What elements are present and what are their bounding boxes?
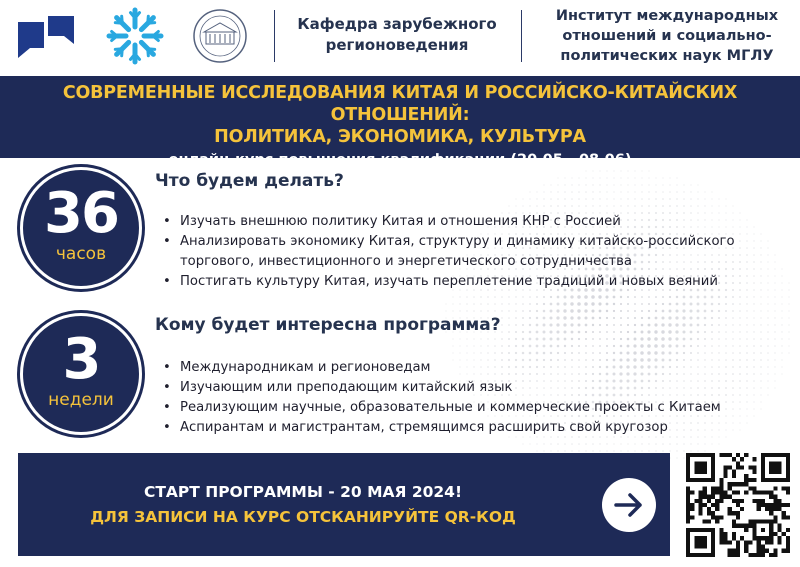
hours-unit: часов	[55, 244, 107, 264]
department-name	[286, 14, 508, 56]
list-item: • Изучать внешнюю политику Китая и отношения КНР с Россией	[160, 212, 790, 232]
arrow-right-icon	[613, 489, 645, 521]
snowflake-logo-icon	[105, 6, 165, 66]
institute-name	[536, 6, 798, 66]
hours-value: 36	[44, 181, 118, 246]
header-divider	[274, 10, 275, 62]
program-start-text: СТАРТ ПРОГРАММЫ - 20 МАЯ 2024!	[143, 483, 463, 501]
weeks-value: 3	[62, 327, 100, 392]
hours-badge	[20, 167, 142, 289]
qr-code[interactable]	[686, 453, 790, 557]
department-line: Кафедра зарубежного	[297, 15, 497, 33]
who-section-title: Кому будет интересна программа?	[155, 315, 501, 335]
list-item: • Реализующим научные, образовательные и коммерческие проекты с Китаем	[160, 398, 790, 418]
list-item: • Анализировать экономику Китая, структуру и динамику китайско-российского торгового, инвестиционного и энергетического сотрудничества	[160, 232, 790, 272]
course-title-line: СОВРЕМЕННЫЕ ИССЛЕДОВАНИЯ КИТАЯ И РОССИЙСКО-КИТАЙСКИХ ОТНОШЕНИЙ:	[62, 83, 738, 125]
course-subtitle: онлайн-курс повышения квалификации (20.05 - 08.06)	[168, 152, 632, 168]
list-item: • Международникам и регионоведам	[160, 358, 790, 378]
list-item: • Аспирантам и магистрантам, стремящимся расширить свой кругозор	[160, 418, 790, 438]
arrow-right-button[interactable]	[602, 478, 656, 532]
weeks-badge	[20, 313, 142, 435]
university-seal-logo-icon	[190, 8, 250, 64]
scan-qr-instruction: ДЛЯ ЗАПИСИ НА КУРС ОТСКАНИРУЙТЕ QR-КОД	[90, 508, 516, 526]
institute-line: отношений и социально-	[562, 28, 772, 44]
what-list	[160, 212, 790, 292]
weeks-unit: недели	[48, 390, 114, 410]
list-item: • Изучающим или преподающим китайский язык	[160, 378, 790, 398]
institute-line: политических наук МГЛУ	[560, 48, 774, 64]
chat-bubbles-logo-icon	[18, 12, 76, 62]
course-title-line: ПОЛИТИКА, ЭКОНОМИКА, КУЛЬТУРА	[214, 127, 586, 147]
cta-banner	[18, 453, 670, 556]
title-banner	[0, 76, 800, 168]
header-divider	[521, 10, 522, 62]
who-list	[160, 358, 790, 438]
institute-line: Институт международных	[555, 8, 779, 24]
department-line: регионоведения	[325, 36, 469, 54]
list-item: • Постигать культуру Китая, изучать переплетение традиций и новых веяний	[160, 272, 790, 292]
what-section-title: Что будем делать?	[155, 171, 344, 191]
